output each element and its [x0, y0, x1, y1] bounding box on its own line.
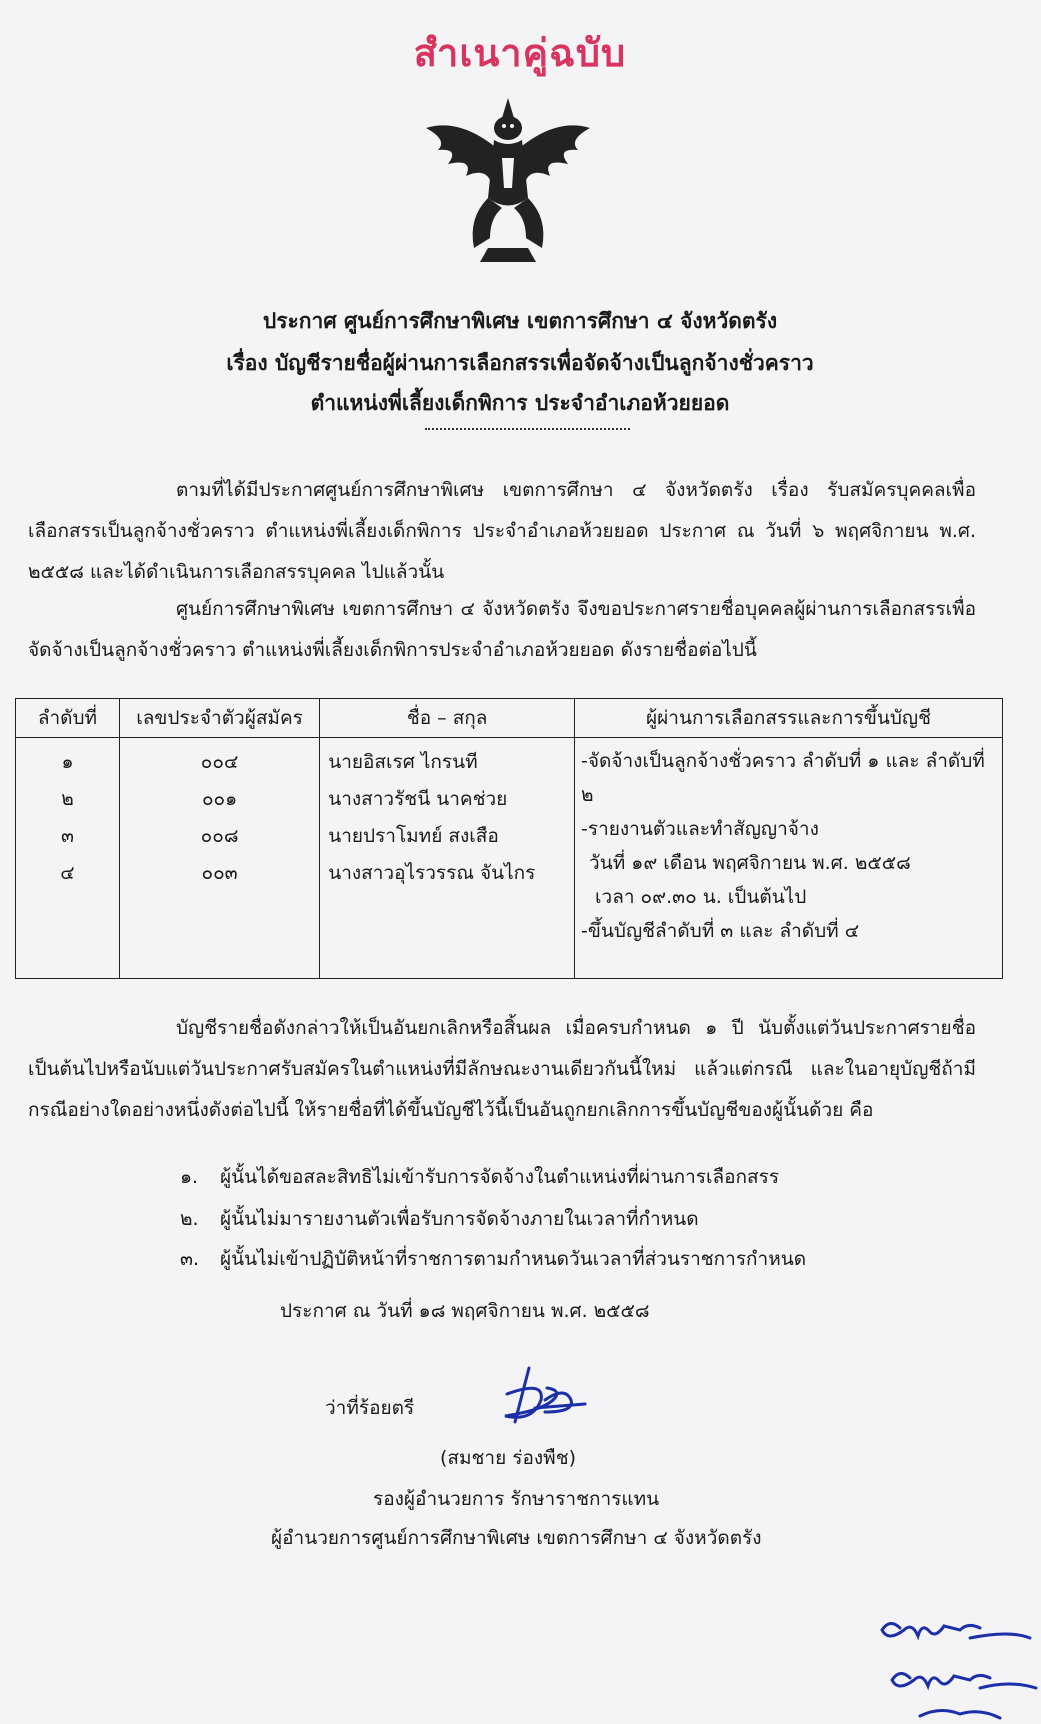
remark-report: -รายงานตัวและทำสัญญาจ้าง	[581, 818, 819, 840]
applicant-id-cell: ๐๐๔	[200, 751, 239, 773]
header-result: ผู้ผ่านการเลือกสรรและการขึ้นบัญชี	[575, 699, 1003, 738]
signer-rank: ว่าที่ร้อยตรี	[325, 1397, 415, 1419]
signature-icon	[485, 1360, 595, 1430]
remark-hire: -จัดจ้างเป็นลูกจ้างชั่วคราว ลำดับที่ ๑ และ ลำดับที่ ๒	[581, 750, 985, 806]
name-cell: นายปราโมทย์ สงเสือ	[328, 825, 499, 847]
announcement-title: ประกาศ ศูนย์การศึกษาพิเศษ เขตการศึกษา ๔ จังหวัดตรัง	[262, 309, 778, 333]
intro-paragraph-1: ตามที่ได้มีประกาศศูนย์การศึกษาพิเศษ เขตการศึกษา ๔ จังหวัดตรัง เรื่อง รับสมัครบุคคลเพื่อเลือกสรรเป็นลูกจ้างชั่วคราว ตำแหน่งพี่เลี้ยงเด็กพิการ ประจำอำเภอห้วยยอด ประกาศ ณ วันที่ ๖ พฤศจิกายน พ.ศ. ๒๕๕๘ และได้ดำเนินการเลือกสรรบุคคล ไปแล้วนั้น	[28, 479, 976, 583]
garuda-emblem-icon	[418, 88, 598, 268]
order-cell: ๒	[61, 788, 74, 810]
validity-paragraph: บัญชีรายชื่อดังกล่าวให้เป็นอันยกเลิกหรือสิ้นผล เมื่อครบกำหนด ๑ ปี นับตั้งแต่วันประกาศรายชื่อเป็นต้นไปหรือนับแต่วันประกาศรับสมัครในตำแหน่งที่มีลักษณะงานเดียวกันนี้ใหม่ แล้วแต่กรณี และในอายุบัญชีถ้ามีกรณีอย่างใดอย่างหนึ่งดังต่อไปนี้ ให้รายชื่อที่ได้ขึ้นบัญชีไว้นี้เป็นอันถูกยกเลิกการขึ้นบัญชีของผู้นั้นด้วย คือ	[28, 1017, 976, 1121]
announce-date: ประกาศ ณ วันที่ ๑๘ พฤศจิกายน พ.ศ. ๒๕๕๘	[280, 1300, 650, 1322]
condition-text: ผู้นั้นไม่มารายงานตัวเพื่อรับการจัดจ้างภายในเวลาที่กำหนด	[220, 1208, 699, 1230]
candidate-table	[15, 698, 1003, 979]
copy-stamp: สำเนาคู่ฉบับ	[413, 31, 627, 75]
condition-number: ๒.	[180, 1208, 199, 1230]
header-applicant-id: เลขประจำตัวผู้สมัคร	[119, 699, 319, 738]
announcement-position: ตำแหน่งพี่เลี้ยงเด็กพิการ ประจำอำเภอห้วยยอด	[310, 391, 730, 415]
id-column	[119, 738, 319, 979]
name-cell: นางสาวรัชนี นาคช่วย	[328, 788, 508, 810]
condition-text: ผู้นั้นได้ขอสละสิทธิไม่เข้ารับการจัดจ้างในตำแหน่งที่ผ่านการเลือกสรร	[220, 1166, 780, 1188]
signer-name: (สมชาย ร่องพืช)	[440, 1447, 576, 1469]
condition-number: ๓.	[180, 1248, 200, 1270]
name-column	[320, 738, 575, 979]
header-order: ลำดับที่	[16, 699, 120, 738]
condition-item-1	[180, 1162, 779, 1192]
dotted-divider	[425, 428, 630, 430]
signer-position-2: ผู้อำนวยการศูนย์การศึกษาพิเศษ เขตการศึกษา ๔ จังหวัดตรัง	[271, 1527, 762, 1549]
order-column	[16, 738, 120, 979]
remark-list: -ขึ้นบัญชีลำดับที่ ๓ และ ลำดับที่ ๔	[581, 920, 860, 942]
announcement-subject: เรื่อง บัญชีรายชื่อผู้ผ่านการเลือกสรรเพื่อจัดจ้างเป็นลูกจ้างชั่วคราว	[226, 351, 814, 375]
condition-text: ผู้นั้นไม่เข้าปฏิบัติหน้าที่ราชการตามกำหนดวันเวลาที่ส่วนราชการกำหนด	[220, 1248, 807, 1270]
remark-time: เวลา ๐๙.๓๐ น. เป็นต้นไป	[595, 886, 807, 908]
name-cell: นางสาวอุไรวรรณ จันไกร	[328, 862, 536, 884]
condition-item-2	[180, 1204, 699, 1234]
header-name: ชื่อ – สกุล	[320, 699, 575, 738]
order-cell: ๑	[61, 751, 74, 773]
table-header-row	[16, 699, 1003, 738]
intro-paragraph-2: ศูนย์การศึกษาพิเศษ เขตการศึกษา ๔ จังหวัดตรัง จึงขอประกาศรายชื่อบุคคลผู้ผ่านการเลือกสรรเพื่อจัดจ้างเป็นลูกจ้างชั่วคราว ตำแหน่งพี่เลี้ยงเด็กพิการประจำอำเภอห้วยยอด ดังรายชื่อต่อไปนี้	[28, 598, 976, 661]
remark-date: วันที่ ๑๙ เดือน พฤศจิกายน พ.ศ. ๒๕๕๘	[589, 852, 911, 874]
order-cell: ๓	[60, 825, 74, 847]
applicant-id-cell: ๐๐๑	[201, 788, 238, 810]
signer-position-1: รองผู้อำนวยการ รักษาราชการแทน	[373, 1488, 660, 1510]
result-column	[575, 738, 1003, 979]
condition-item-3	[180, 1244, 806, 1274]
table-body-row	[16, 738, 1003, 979]
handwritten-initials-icon	[860, 1608, 1041, 1724]
name-cell: นายอิสเรศ ไกรนที	[328, 751, 478, 773]
condition-number: ๑.	[180, 1166, 199, 1188]
applicant-id-cell: ๐๐๓	[201, 862, 238, 884]
applicant-id-cell: ๐๐๘	[200, 825, 239, 847]
order-cell: ๔	[60, 862, 75, 884]
